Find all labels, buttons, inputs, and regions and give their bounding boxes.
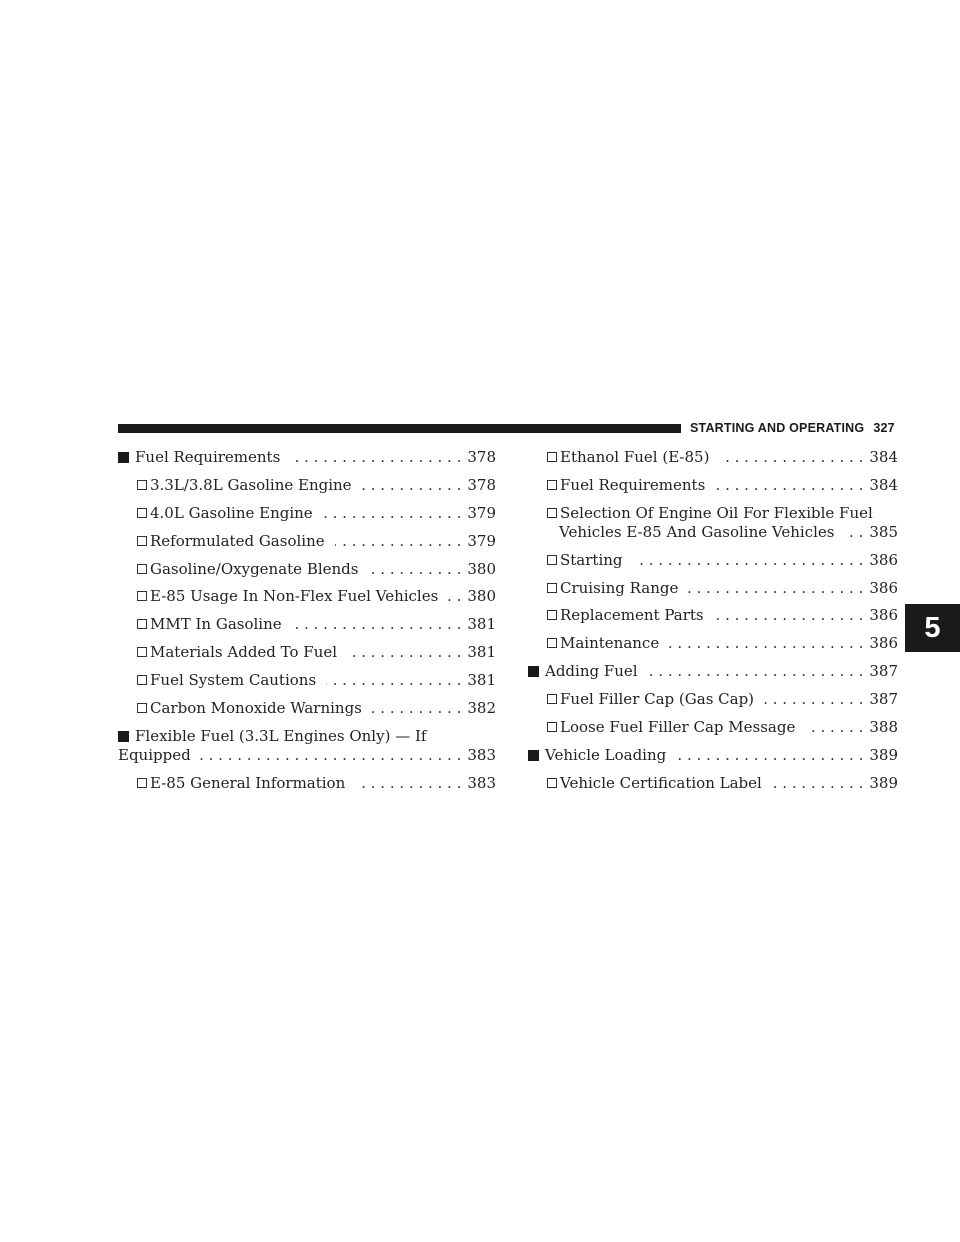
toc-entry-title: E-85 General Information [150,773,346,792]
toc-entry-title: Gasoline/Oxygenate Blends [150,559,359,578]
hollow-square-bullet-icon [137,619,147,629]
toc-entry-title: Starting [560,550,623,569]
toc-entry-title: Replacement Parts [560,606,704,625]
toc-entry-title: Fuel Requirements [135,448,281,466]
toc-entry[interactable] [118,699,496,718]
dot-leader [688,579,863,598]
dot-leader [355,774,461,793]
header-rule [118,424,681,433]
running-header [690,421,905,435]
toc-entry[interactable] [528,504,898,542]
toc-entry[interactable] [118,560,496,579]
dot-leader [372,699,461,718]
dot-leader [335,532,462,551]
dot-leader [292,615,462,634]
toc-entry-title-continued: Vehicles E-85 And Gasoline Vehicles [559,522,835,541]
toc-entry-title: Vehicle Loading [545,745,667,764]
hollow-square-bullet-icon [547,480,557,490]
dot-leader [648,662,864,681]
toc-entry-page: 385 [869,522,898,541]
toc-entry-page: 386 [869,550,898,569]
toc-entry-page: 389 [869,773,898,792]
dot-leader [362,476,462,495]
dot-leader [714,606,864,625]
toc-entry-title-continued: Equipped [118,745,191,764]
toc-entry-page: 383 [467,773,496,792]
toc-entry-page: 383 [467,745,496,764]
toc-entry-page: 384 [869,475,898,494]
toc-entry-title: Flexible Fuel (3.3L Engines Only) — If [135,726,427,745]
toc-entry[interactable] [118,587,496,606]
toc-entry-page: 379 [467,531,496,550]
toc-entry-line2 [547,523,898,542]
toc-entry-title: Selection Of Engine Oil For Flexible Fuel [560,503,873,522]
toc-entry[interactable] [528,662,898,681]
toc-entry[interactable] [118,448,496,467]
toc-entry-page: 386 [869,578,898,597]
dot-leader [772,774,864,793]
dot-leader [764,690,863,709]
dot-leader [844,523,863,542]
dot-leader [368,560,461,579]
hollow-square-bullet-icon [547,638,557,648]
toc-entry[interactable] [528,448,898,467]
toc-entry[interactable] [118,476,496,495]
hollow-square-bullet-icon [137,647,147,657]
toc-entry[interactable] [528,579,898,598]
toc-entry-page: 380 [467,587,496,606]
hollow-square-bullet-icon [137,675,147,685]
toc-entry[interactable] [118,643,496,662]
toc-entry-page: 386 [869,634,898,653]
toc-entry[interactable] [528,634,898,653]
dot-leader [193,746,462,765]
toc-entry-title: Maintenance [560,634,660,653]
toc-column-left [118,448,496,802]
toc-entry-title: Fuel Filler Cap (Gas Cap) [560,690,755,709]
filled-square-bullet-icon [118,731,129,742]
toc-entry[interactable] [528,690,898,709]
hollow-square-bullet-icon [547,610,557,620]
toc-entry-line2 [118,746,496,765]
toc-entry[interactable] [528,551,898,570]
toc-entry-title: Materials Added To Fuel [150,643,338,662]
toc-entry[interactable] [528,774,898,793]
toc-entry-title: Carbon Monoxide Warnings [150,699,362,718]
toc-entry-page: 384 [869,448,898,466]
toc-entry-title: Fuel System Cautions [150,671,317,690]
toc-entry-page: 387 [869,690,898,709]
dot-leader [633,551,864,570]
toc-entry-page: 382 [467,699,496,718]
hollow-square-bullet-icon [137,778,147,788]
toc-entry[interactable] [118,727,496,765]
dot-leader [347,643,461,662]
toc-entry-title: Ethanol Fuel (E-85) [560,448,710,466]
toc-entry[interactable] [118,532,496,551]
hollow-square-bullet-icon [547,508,557,518]
toc-entry-page: 380 [467,559,496,578]
hollow-square-bullet-icon [137,564,147,574]
dot-leader [290,448,461,467]
hollow-square-bullet-icon [137,480,147,490]
toc-entry-title: Vehicle Certification Label [560,773,762,792]
toc-entry[interactable] [528,476,898,495]
toc-entry-page: 387 [869,662,898,681]
toc-entry[interactable] [528,606,898,625]
hollow-square-bullet-icon [137,591,147,601]
toc-entry-page: 378 [467,475,496,494]
dot-leader [715,476,863,495]
toc-entry-title: MMT In Gasoline [150,615,282,634]
toc-entry[interactable] [118,504,496,523]
dot-leader [719,448,863,467]
toc-entry-page: 378 [467,448,496,466]
hollow-square-bullet-icon [547,583,557,593]
toc-entry-title: 3.3L/3.8L Gasoline Engine [150,475,352,494]
toc-entry-title: Adding Fuel [545,662,638,681]
page-number: 327 [873,421,895,435]
dot-leader [448,587,461,606]
hollow-square-bullet-icon [547,722,557,732]
chapter-tab: 5 [905,604,960,652]
toc-entry-page: 381 [467,643,496,662]
hollow-square-bullet-icon [547,555,557,565]
section-title: STARTING AND OPERATING [690,421,865,435]
hollow-square-bullet-icon [547,694,557,704]
hollow-square-bullet-icon [137,536,147,546]
toc-entry[interactable] [118,671,496,690]
filled-square-bullet-icon [528,666,539,677]
toc-entry-page: 389 [869,745,898,764]
toc-entry[interactable] [528,746,898,765]
toc-entry-page: 381 [467,615,496,634]
dot-leader [805,718,863,737]
hollow-square-bullet-icon [137,508,147,518]
toc-entry-page: 381 [467,671,496,690]
toc-entry-page: 388 [869,718,898,737]
dot-leader [326,671,461,690]
toc-entry-page: 386 [869,606,898,625]
hollow-square-bullet-icon [137,703,147,713]
filled-square-bullet-icon [528,750,539,761]
toc-entry[interactable] [118,615,496,634]
hollow-square-bullet-icon [547,452,557,462]
toc-column-right [528,448,898,802]
toc-entry[interactable] [118,774,496,793]
toc-entry-title: 4.0L Gasoline Engine [150,503,313,522]
toc-entry-page: 379 [467,503,496,522]
toc-entry-title: Fuel Requirements [560,475,706,494]
toc-entry-title: Reformulated Gasoline [150,531,325,550]
dot-leader [669,634,863,653]
dot-leader [323,504,462,523]
toc-entry-title: E-85 Usage In Non-Flex Fuel Vehicles [150,587,439,606]
toc-entry-title: Loose Fuel Filler Cap Message [560,718,796,737]
toc-entry-title: Cruising Range [560,578,679,597]
dot-leader [676,746,863,765]
toc-entry[interactable] [528,718,898,737]
filled-square-bullet-icon [118,452,129,463]
hollow-square-bullet-icon [547,778,557,788]
